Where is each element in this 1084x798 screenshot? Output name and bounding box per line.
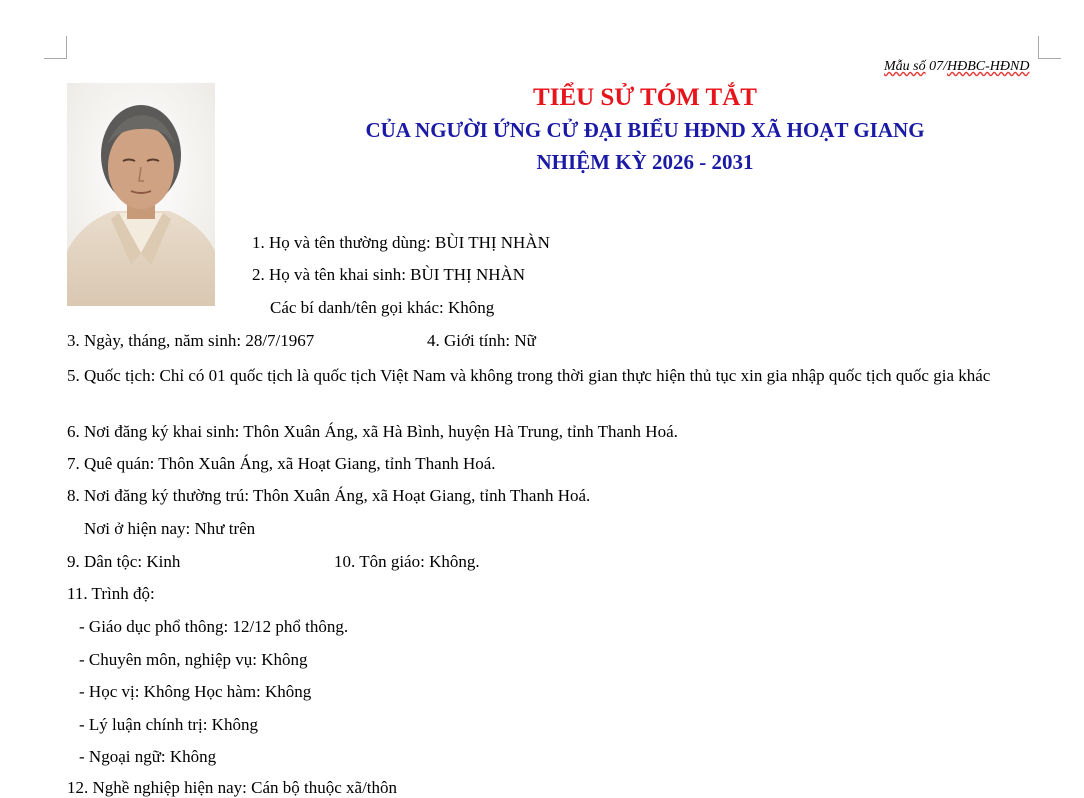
field-birth-registration-place: 6. Nơi đăng ký khai sinh: Thôn Xuân Áng, xã Hà Bình, huyện Hà Trung, tỉnh Thanh Hoá. xyxy=(67,422,678,441)
form-code-prefix: Mẫu số xyxy=(884,59,926,74)
field-permanent-residence: 8. Nơi đăng ký thường trú: Thôn Xuân Áng, xã Hoạt Giang, tỉnh Thanh Hoá. xyxy=(67,486,591,505)
document-title: TIỂU SỬ TÓM TẮT xyxy=(533,84,757,111)
document-term: NHIỆM KỲ 2026 - 2031 xyxy=(536,150,754,174)
field-birth-name: 2. Họ và tên khai sinh: BÙI THỊ NHÀN xyxy=(252,265,526,284)
field-foreign-language: - Ngoại ngữ: Không xyxy=(79,747,217,766)
field-education-heading: 11. Trình độ: xyxy=(67,584,155,603)
field-nationality: 5. Quốc tịch: Chỉ có 01 quốc tịch là quốc tịch Việt Nam và không trong thời gian thực hiện thủ tục xin gia nhập quốc tịch quốc gia khác xyxy=(67,366,991,385)
form-code-number: 07/ xyxy=(925,59,948,74)
field-hometown: 7. Quê quán: Thôn Xuân Áng, xã Hoạt Giang, tỉnh Thanh Hoá. xyxy=(67,454,496,473)
form-code-suffix: HĐBC-HĐND xyxy=(947,59,1030,74)
form-code xyxy=(884,59,1029,75)
field-political-theory: - Lý luận chính trị: Không xyxy=(79,715,258,734)
field-aliases: Các bí danh/tên gọi khác: Không xyxy=(270,298,495,317)
document-subtitle: CỦA NGƯỜI ỨNG CỬ ĐẠI BIỂU HĐND XÃ HOẠT GIANG xyxy=(365,118,925,142)
field-academic-degree: - Học vị: Không Học hàm: Không xyxy=(79,682,312,701)
field-ethnicity: 9. Dân tộc: Kinh xyxy=(67,552,181,571)
field-professional-expertise: - Chuyên môn, nghiệp vụ: Không xyxy=(79,650,308,669)
field-date-of-birth: 3. Ngày, tháng, năm sinh: 28/7/1967 xyxy=(67,331,315,350)
field-occupation-partial: 12. Nghề nghiệp hiện nay: Cán bộ thuộc xã/thôn xyxy=(67,778,398,797)
field-gender: 4. Giới tính: Nữ xyxy=(427,331,536,350)
field-common-name: 1. Họ và tên thường dùng: BÙI THỊ NHÀN xyxy=(252,233,550,252)
candidate-portrait-photo xyxy=(67,83,215,306)
field-general-education: - Giáo dục phổ thông: 12/12 phổ thông. xyxy=(79,617,349,636)
page-corner-mark-top-right xyxy=(1038,36,1061,59)
page-corner-mark-top-left xyxy=(44,36,67,59)
field-religion: 10. Tôn giáo: Không. xyxy=(334,552,480,571)
field-current-residence: Nơi ở hiện nay: Như trên xyxy=(84,519,256,538)
